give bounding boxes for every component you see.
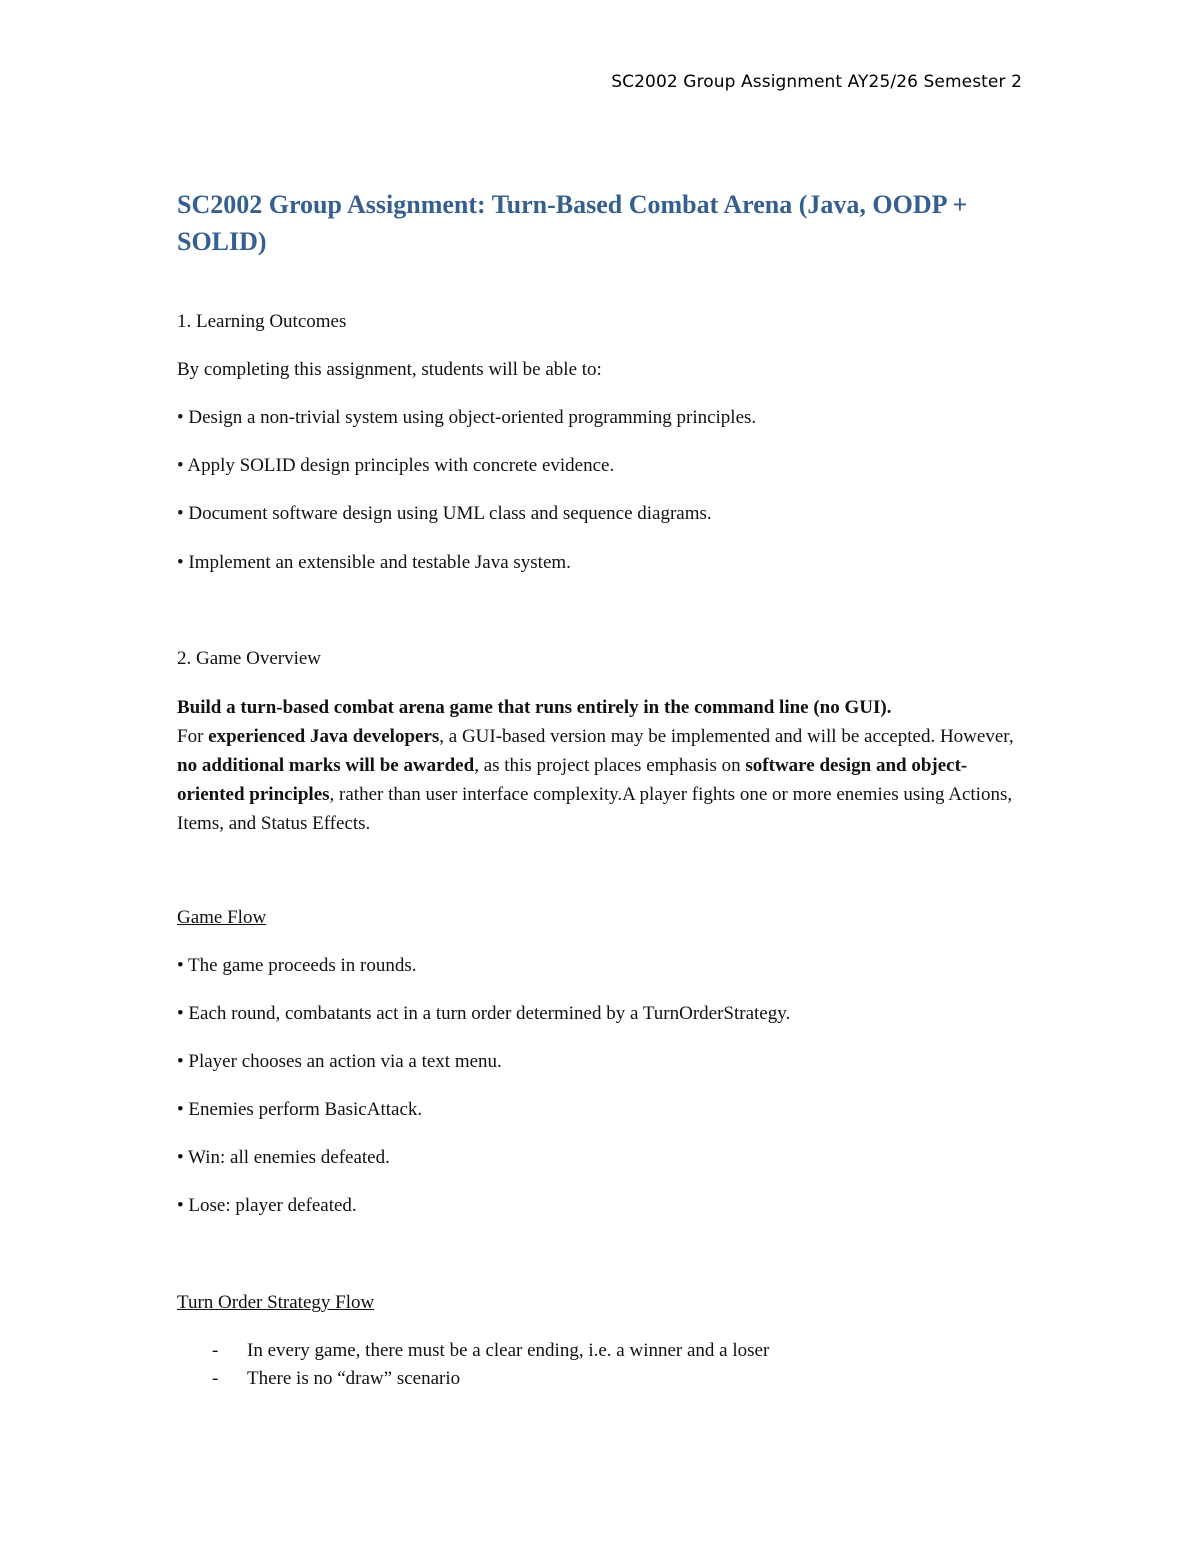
learning-outcome-item: • Document software design using UML class and sequence diagrams. [177, 503, 712, 524]
game-flow-heading: Game Flow [177, 907, 267, 928]
document-title-line-2: SOLID) [177, 227, 267, 256]
document-title-line-1: SC2002 Group Assignment: Turn-Based Combat Arena (Java, OODP + [177, 190, 968, 219]
turn-order-heading: Turn Order Strategy Flow [177, 1292, 375, 1313]
dash-marker: - [212, 1368, 219, 1389]
dash-marker: - [212, 1340, 219, 1361]
game-overview-body [177, 722, 1017, 838]
game-overview-paragraph [177, 693, 1017, 838]
overview-text-mid2: , as this project places emphasis on [474, 755, 746, 776]
overview-bold-experienced: experienced Java developers [208, 726, 440, 747]
overview-text-mid1: , a GUI-based version may be implemented and will be accepted. However, [439, 726, 1014, 747]
overview-bold-no-marks: no additional marks will be awarded [177, 755, 475, 776]
game-flow-item: • Lose: player defeated. [177, 1195, 357, 1216]
game-flow-item: • The game proceeds in rounds. [177, 955, 417, 976]
list-item [177, 1337, 1017, 1365]
learning-outcome-item: • Apply SOLID design principles with concrete evidence. [177, 455, 615, 476]
turn-order-list [177, 1337, 1017, 1393]
turn-order-item-text: There is no “draw” scenario [247, 1368, 461, 1389]
game-flow-item: • Win: all enemies defeated. [177, 1147, 390, 1168]
overview-text-end: , rather than user interface complexity.A player fights one or more enemies using Actions, Items, and Status Effects. [177, 784, 1013, 834]
overview-text-for: For [177, 726, 209, 747]
game-flow-item: • Enemies perform BasicAttack. [177, 1099, 423, 1120]
learning-outcome-item: • Implement an extensible and testable Java system. [177, 552, 571, 573]
learning-outcomes-heading: 1. Learning Outcomes [177, 311, 347, 332]
list-item [177, 1365, 1017, 1393]
turn-order-item-text: In every game, there must be a clear ending, i.e. a winner and a loser [247, 1340, 770, 1361]
game-overview-heading: 2. Game Overview [177, 648, 322, 669]
overview-bold-software-design: software design and object-oriented principles [177, 755, 968, 805]
game-overview-bold-line: Build a turn-based combat arena game that runs entirely in the command line (no GUI). [177, 697, 892, 718]
document-title [177, 186, 967, 260]
game-flow-item: • Player chooses an action via a text menu. [177, 1051, 502, 1072]
game-flow-item: • Each round, combatants act in a turn order determined by a TurnOrderStrategy. [177, 1003, 791, 1024]
page-header: SC2002 Group Assignment AY25/26 Semester 2 [611, 72, 1022, 92]
learning-outcome-item: • Design a non-trivial system using object-oriented programming principles. [177, 407, 757, 428]
learning-outcomes-intro: By completing this assignment, students will be able to: [177, 359, 602, 380]
